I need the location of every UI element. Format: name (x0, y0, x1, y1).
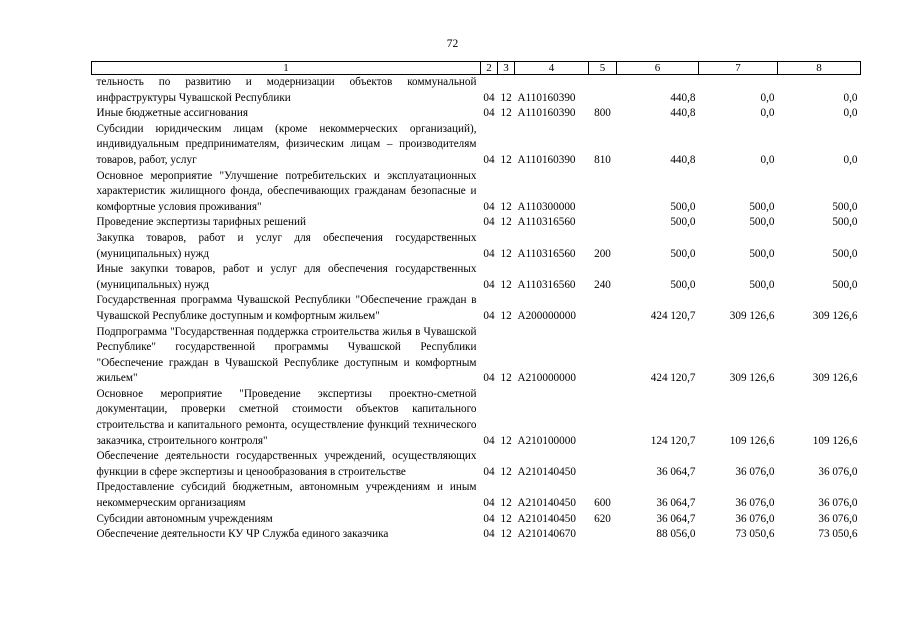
amount-year-1: 124 120,7 (650, 434, 696, 447)
row-name: Субсидии юридическим лицам (кроме некоммерческих организаций), индивидуальным предпринимателям, физическим лицам – производителям товаров, работ, услуг (96, 122, 477, 166)
row-name: Основное мероприятие "Улучшение потребительских и эксплуатационных характеристик жилищного фонда, обеспечивающих гражданам безопасные и комфортные условия проживания" (96, 169, 477, 213)
row-name: Подпрограмма "Государственная поддержка строительства жилья в Чувашской Республике" государственной программы Чувашской Республики "Обеспечение граждан в Чувашской Республике доступным и комфортным жильем" (96, 325, 477, 385)
table-row (92, 527, 861, 543)
amount-year-1: 500,0 (670, 278, 696, 291)
expense-type-code (589, 325, 617, 387)
amount-year-2: 309 126,6 (729, 309, 775, 322)
target-article-code: А110300000 (517, 200, 576, 213)
table-row (92, 169, 861, 216)
subsection-code: 12 (500, 278, 512, 291)
row-name: Обеспечение деятельности государственных учреждений, осуществляющих функции в сфере экспертизы и ценообразования в строительстве (96, 450, 477, 478)
section-code: 04 (483, 91, 495, 104)
budget-table (91, 61, 861, 543)
table-row (92, 122, 861, 169)
subsection-code: 12 (500, 372, 512, 385)
amount-year-3: 73 050,6 (818, 528, 858, 541)
subsection-code: 12 (500, 216, 512, 229)
row-name: Закупка товаров, работ и услуг для обеспечения государственных (муниципальных) нужд (96, 231, 477, 260)
expense-type-code (589, 215, 617, 231)
amount-year-2: 0,0 (760, 153, 775, 166)
section-code: 04 (483, 372, 495, 385)
amount-year-3: 309 126,6 (812, 372, 858, 385)
table-row (92, 387, 861, 449)
subsection-code: 12 (500, 497, 512, 510)
page-number: 72 (446, 38, 459, 50)
amount-year-1: 36 064,7 (656, 497, 696, 510)
amount-year-2: 500,0 (749, 200, 775, 213)
target-article-code: А210100000 (517, 434, 576, 447)
amount-year-2: 36 076,0 (735, 512, 775, 525)
section-code: 04 (483, 528, 495, 541)
subsection-code: 12 (500, 465, 512, 478)
table-row (92, 262, 861, 293)
amount-year-2: 36 076,0 (735, 497, 775, 510)
target-article-code: А110160390 (517, 91, 576, 104)
amount-year-2: 500,0 (749, 216, 775, 229)
section-code: 04 (483, 247, 495, 260)
table-row (92, 293, 861, 324)
amount-year-3: 500,0 (832, 200, 858, 213)
amount-year-3: 309 126,6 (812, 309, 858, 322)
target-article-code: А110316560 (517, 216, 576, 229)
target-article-code: А210140450 (517, 512, 576, 525)
row-name: Обеспечение деятельности КУ ЧР Служба единого заказчика (96, 528, 389, 541)
expense-type-code: 810 (594, 153, 611, 166)
table-row (92, 215, 861, 231)
column-header: 1 (92, 62, 481, 75)
subsection-code: 12 (500, 91, 512, 104)
column-header: 7 (699, 62, 778, 75)
expense-type-code: 620 (594, 512, 611, 525)
subsection-code: 12 (500, 309, 512, 322)
amount-year-1: 88 056,0 (656, 528, 696, 541)
row-name: Иные закупки товаров, работ и услуг для обеспечения государственных (муниципальных) нужд (96, 263, 477, 291)
subsection-code: 12 (500, 247, 512, 260)
section-code: 04 (483, 434, 495, 447)
amount-year-2: 0,0 (760, 107, 775, 120)
table-body (92, 75, 861, 543)
target-article-code: А110316560 (517, 278, 576, 291)
section-code: 04 (483, 497, 495, 510)
amount-year-1: 36 064,7 (656, 465, 696, 478)
table-row (92, 325, 861, 387)
section-code: 04 (483, 153, 495, 166)
expense-type-code: 200 (594, 247, 611, 260)
amount-year-1: 440,8 (670, 91, 696, 104)
target-article-code: А110160390 (517, 107, 576, 120)
target-article-code: А110160390 (517, 153, 576, 166)
expense-type-code (589, 169, 617, 216)
column-header: 2 (481, 62, 498, 75)
amount-year-3: 500,0 (832, 247, 858, 260)
amount-year-2: 309 126,6 (729, 372, 775, 385)
table-row (92, 106, 861, 122)
section-code: 04 (483, 200, 495, 213)
amount-year-3: 36 076,0 (818, 465, 858, 478)
amount-year-2: 500,0 (749, 247, 775, 260)
table-row (92, 231, 861, 262)
table-row (92, 480, 861, 511)
table-row (92, 75, 861, 107)
amount-year-3: 500,0 (832, 216, 858, 229)
target-article-code: А110316560 (517, 247, 576, 260)
expense-type-code: 800 (594, 107, 611, 120)
section-code: 04 (483, 465, 495, 478)
subsection-code: 12 (500, 528, 512, 541)
amount-year-1: 500,0 (670, 247, 696, 260)
expense-type-code (589, 387, 617, 449)
amount-year-3: 109 126,6 (812, 434, 858, 447)
section-code: 04 (483, 216, 495, 229)
amount-year-1: 440,8 (670, 153, 696, 166)
amount-year-3: 36 076,0 (818, 497, 858, 510)
amount-year-3: 36 076,0 (818, 512, 858, 525)
header-row (92, 62, 861, 75)
amount-year-1: 424 120,7 (650, 309, 696, 322)
row-name: Основное мероприятие "Проведение экспертизы проектно-сметной документации, проверки сметной стоимости объектов капитального строительства и капитального ремонта, осуществление функций технического заказчика, строительного контроля" (96, 387, 477, 447)
row-name: Предоставление субсидий бюджетным, автономным учреждениям и иным некоммерческим организациям (96, 481, 477, 510)
column-header: 4 (515, 62, 589, 75)
amount-year-1: 500,0 (670, 216, 696, 229)
column-header: 5 (589, 62, 617, 75)
row-name: Государственная программа Чувашской Республики "Обеспечение граждан в Чувашской Республике доступным и комфортным жильем" (96, 294, 477, 322)
target-article-code: А200000000 (517, 309, 576, 322)
amount-year-2: 500,0 (749, 278, 775, 291)
column-header: 6 (617, 62, 699, 75)
target-article-code: А210140450 (517, 465, 576, 478)
expense-type-code (589, 293, 617, 324)
column-header: 8 (778, 62, 861, 75)
section-code: 04 (483, 107, 495, 120)
expense-type-code (589, 449, 617, 480)
section-code: 04 (483, 309, 495, 322)
subsection-code: 12 (500, 200, 512, 213)
target-article-code: А210140450 (517, 497, 576, 510)
expense-type-code (589, 527, 617, 543)
section-code: 04 (483, 512, 495, 525)
amount-year-1: 500,0 (670, 200, 696, 213)
row-name: Субсидии автономным учреждениям (96, 512, 273, 525)
amount-year-3: 0,0 (843, 107, 858, 120)
subsection-code: 12 (500, 434, 512, 447)
column-header: 3 (498, 62, 515, 75)
section-code: 04 (483, 278, 495, 291)
subsection-code: 12 (500, 107, 512, 120)
amount-year-2: 36 076,0 (735, 465, 775, 478)
amount-year-3: 500,0 (832, 278, 858, 291)
row-name: тельность по развитию и модернизации объектов коммунальной инфраструктуры Чувашской Республики (96, 76, 477, 104)
table-row (92, 449, 861, 480)
table-row (92, 512, 861, 528)
amount-year-2: 0,0 (760, 91, 775, 104)
amount-year-3: 0,0 (843, 153, 858, 166)
amount-year-3: 0,0 (843, 91, 858, 104)
target-article-code: А210140670 (517, 528, 576, 541)
row-name: Проведение экспертизы тарифных решений (96, 216, 306, 229)
expense-type-code: 600 (594, 497, 611, 510)
subsection-code: 12 (500, 512, 512, 525)
row-name: Иные бюджетные ассигнования (96, 107, 248, 120)
amount-year-1: 36 064,7 (656, 512, 696, 525)
expense-type-code: 240 (594, 278, 611, 291)
amount-year-2: 73 050,6 (735, 528, 775, 541)
amount-year-1: 424 120,7 (650, 372, 696, 385)
expense-type-code (589, 75, 617, 107)
amount-year-2: 109 126,6 (729, 434, 775, 447)
subsection-code: 12 (500, 153, 512, 166)
target-article-code: А210000000 (517, 372, 576, 385)
amount-year-1: 440,8 (670, 107, 696, 120)
